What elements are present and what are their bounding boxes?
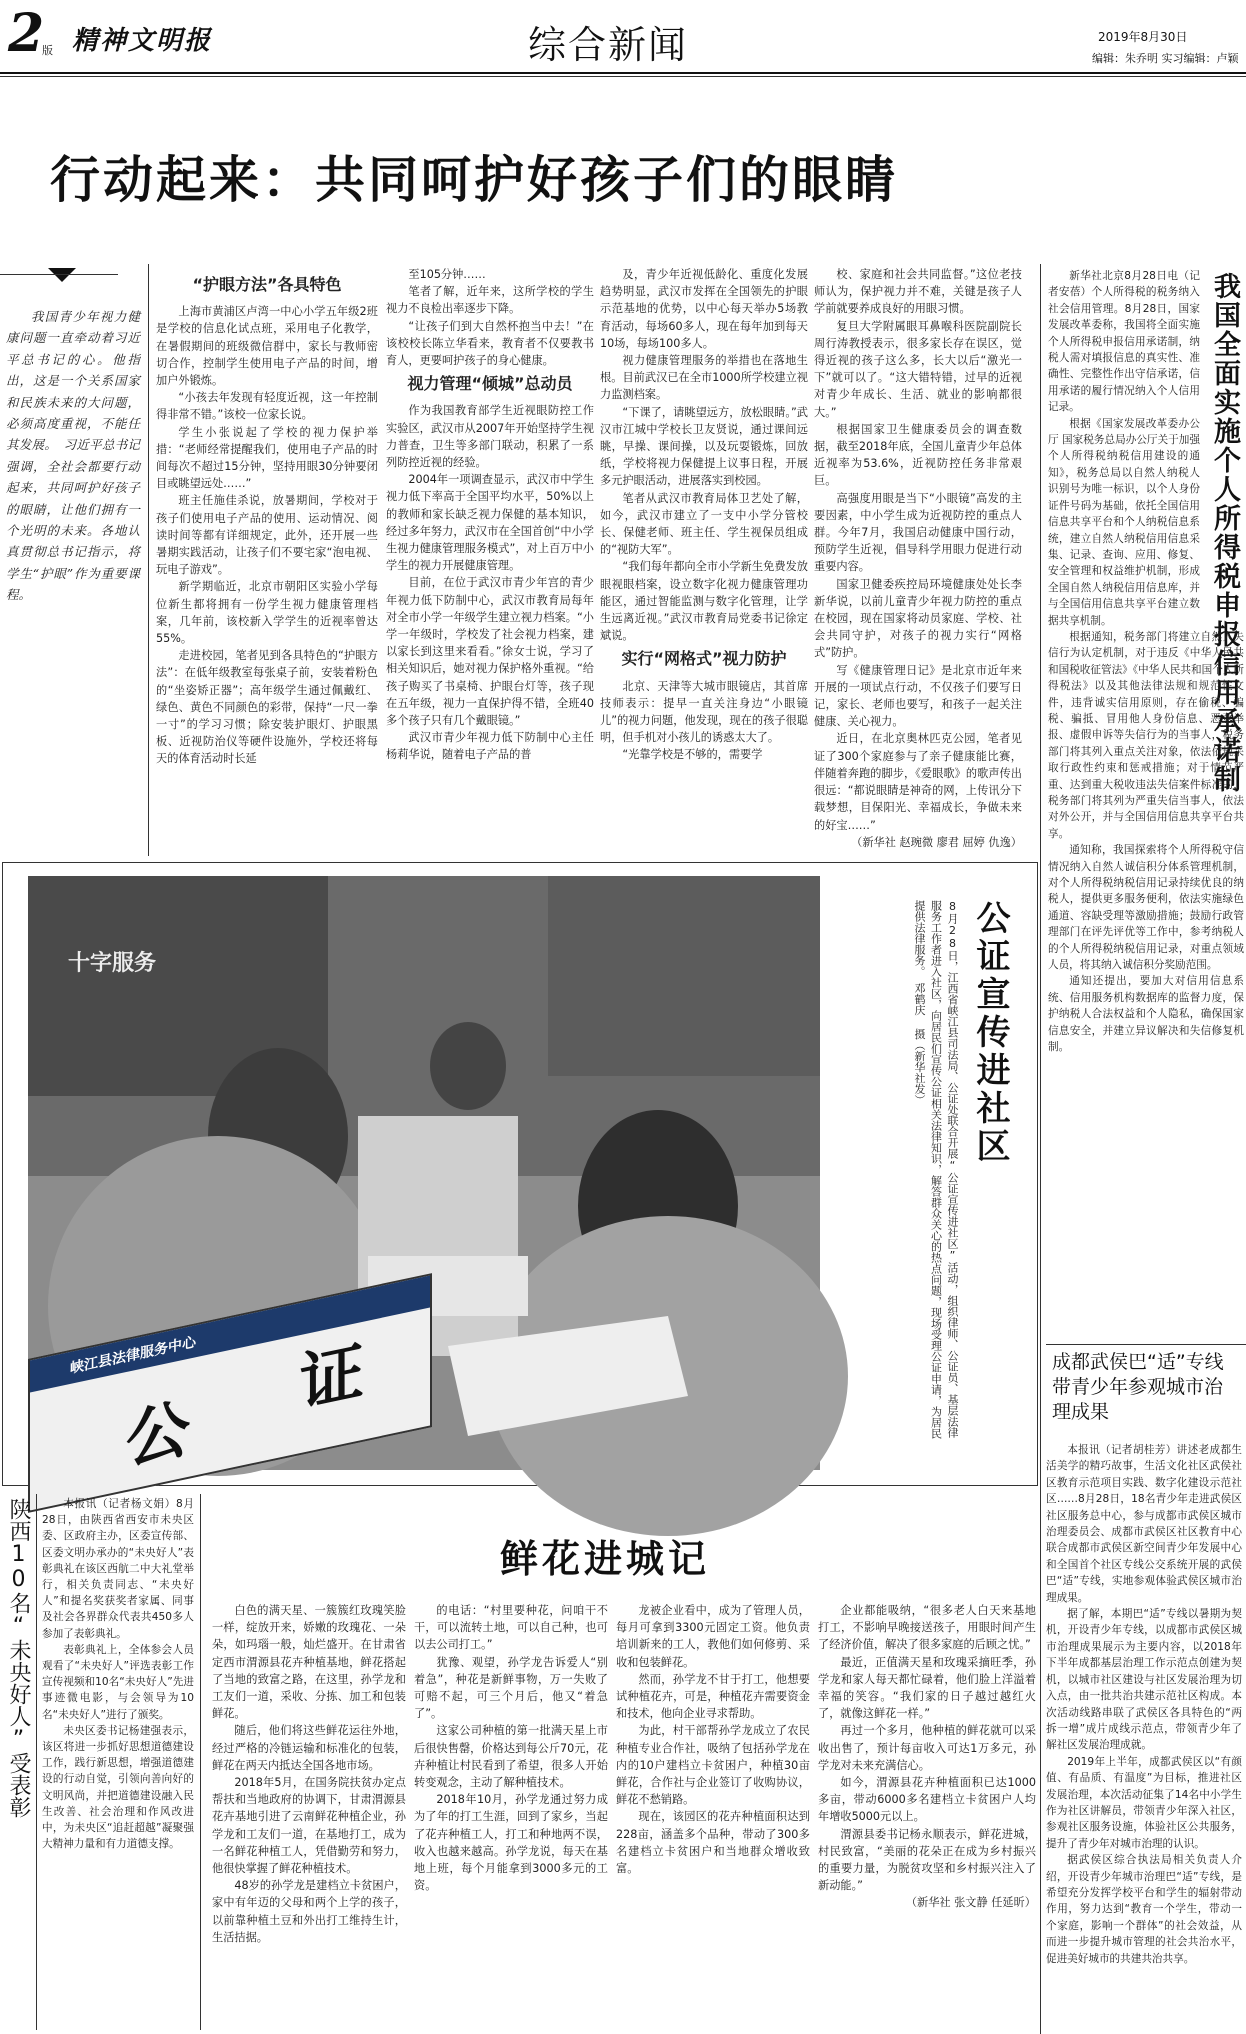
flower-paragraph: 犹豫、观望，孙学龙告诉爱人“别着急”，种花是新鲜事物，万一失败了可赔不起，可三个月后，他又“着急了”。 xyxy=(414,1655,608,1721)
issue-date: 2019年8月30日 xyxy=(1098,30,1188,44)
eye-paragraph: “小孩去年发现有轻度近视，这一年控制得非常不错。”该校一位家长说。 xyxy=(156,391,378,422)
tax-paragraph: 通知称，我国探索将个人所得税守信情况纳入自然人诚信积分体系管理机制，对个人所得税纳税信用记录持续优良的纳税人，提供更多服务便利，依法实施绿色通道、容缺受理等激励措施；鼓励行政管理部门在评先评优等工作中，参考纳税人的个人所得税纳税信用记录，对重点领域人员，将其纳入诚信积分奖励范围。 xyxy=(1048,844,1244,972)
tax-headline: 我国全面实施个人所得税申报信用承诺制 xyxy=(1209,272,1240,794)
tax-paragraph: 新华社北京8月28日电（记者安蓓）个人所得税的税务纳入社会信用管理。8月28日，国家发展改革委称，我国将全面实施个人所得税申报信用承诺制，纳税人需对填报信息的真实性、准确性、完整性作出守信承诺，信用承诺的履行情况纳入个人信用记录。 xyxy=(1048,270,1200,414)
flower-paragraph: 这家公司种植的第一批满天星上市后很快售罄，价格达到每公斤70元，花卉种植让村民看到了希望，很多人开始转变观念，主动了解种植技术。 xyxy=(414,1724,608,1790)
eye-paragraph: 笔者了解，近年来，这所学校的学生视力不良检出率逐步下降。 xyxy=(386,285,594,316)
flower-paragraph: 2018年10月，孙学龙通过努力成为了年的打工生涯，回到了家乡，当起了花卉种植工人，打工和种地两不误，收入也越来越高。孙学龙说，每天在基地上班，每个月能拿到3000多元的工资。 xyxy=(414,1793,608,1893)
eye-paragraph: 复旦大学附属眼耳鼻喉科医院副院长周行涛教授表示，很多家长存在误区，觉得近视的孩子这么多，长大以后“激光一下”就可以了。“这大错特错，过早的近视对青少年成长、生活、就业的影响都很大。” xyxy=(814,319,1022,419)
flower-headline: 鲜花进城记 xyxy=(500,1536,711,1581)
masthead xyxy=(0,0,1246,72)
column-rule xyxy=(1040,264,1041,1344)
flower-paragraph: 最近，正值满天星和玫瑰采摘旺季，孙学龙和家人每天都忙碌着，他们脸上洋溢着幸福的笑容。“我们家的日子越过越红火了，就像这鲜花一样。” xyxy=(818,1655,1036,1721)
eye-byline: （新华社 赵琬微 廖君 屈婷 仇逸） xyxy=(851,835,1022,849)
editors-credit: 编辑：朱乔明 实习编辑：卢颖 xyxy=(1092,52,1239,65)
tax-paragraph: 通知还提出，要加大对信用信息系统、信用服务机构数据库的监督力度，保护纳税人合法权益和个人隐私，确保国家信息安全，并建立异议解决和失信修复机制。 xyxy=(1048,975,1244,1054)
eye-paragraph: 新学期临近，北京市朝阳区实验小学每位新生都将拥有一份学生视力健康管理档案，几年前，该校新入学学生的近视率曾达55%。 xyxy=(156,580,378,646)
eye-paragraph: 走进校园，笔者见到各具特色的“护眼方法”：在低年级教室每张桌子前，安装着粉色的“坐姿矫正器”；高年级学生通过佩戴红、绿色、黄色不同颜色的彩带，保持“一尺一拳一寸”的学习习惯；除安装护眼灯、护眼黑板、近视防治仪等硬件设施外，学校还将每天的体育活动时长延 xyxy=(156,649,378,766)
flower-paragraph: 48岁的孙学龙是建档立卡贫困户，家中有年迈的父母和两个上学的孩子，以前靠种植土豆和外出打工维持生计，生活拮据。 xyxy=(212,1879,406,1944)
flower-paragraph: 然而，孙学龙不甘于打工，他想要试种植花卉，可是，种植花卉需要资金和技术，他向企业寻求帮助。 xyxy=(616,1672,810,1721)
notary-headline: 公证宣传进社区 xyxy=(970,900,1010,1166)
shaanxi-paragraph: 未央区委书记杨建强表示，该区将进一步抓好思想道德建设工作，践行新思想，增强道德建设的行动自觉，引领向善向好的文明风尚，并把道德建设融入民生改善、社会治理和作风改进中，为未央区“追赶超越”凝聚强大精神力量和有力道德支撑。 xyxy=(42,1724,194,1851)
column-rule xyxy=(148,264,149,856)
eye-subhead-2: 视力管理“倾城”总动员 xyxy=(407,374,573,394)
eye-paragraph: 视力健康管理服务的举措也在落地生根。目前武汉已在全市1000所学校建立视力监测档案。 xyxy=(600,354,808,402)
eye-paragraph: 笔者从武汉市教育局体卫艺处了解，如今，武汉市建立了一支中小学分管校长、保健老师、班主任、学生视保员组成的“视防大军”。 xyxy=(600,491,808,557)
eye-paragraph: 及，青少年近视低龄化、重度化发展趋势明显，武汉市发挥在全国领先的护眼示范基地的优势，以中心每天举办5场教育活动，每场60多人，现在每年加到每天10场，每场100多人。 xyxy=(600,268,808,350)
shaanxi-paragraph: 表彰典礼上，全体参会人员观看了“未央好人”评选表彰工作宣传视频和10名“未央好人”先进事迹微电影，与会领导为10名“未央好人”进行了颁奖。 xyxy=(42,1643,194,1721)
notary-sign-small-text: 峡江县法律服务中心 xyxy=(70,1334,196,1378)
chengdu-paragraph: 本报讯（记者胡桂芳）讲述老成都生活美学的精巧故事，生活文化社区武侯社区教育示范项目实践、数字化建设示范社区……8月28日，18名青少年走进武侯区社区服务总中心，参与成都市武侯区城市治理委员会、成都市武侯区社区教育中心联合成都市武侯区新空间青少年发展中心和全国首个社区专线公交系统开展的武侯巴“适”专线，实地参观体验武侯区城市治理成果。 xyxy=(1046,1444,1242,1604)
tax-paragraph: 根据《国家发展改革委办公厅 国家税务总局办公厅关于加强个人所得税纳税信用建设的通知》，税务总局以自然人纳税人识别号为唯一标识，以个人身份证件号码为基础，依托全国信用信息共享平台和个人纳税信息系统，建立自然人纳税信用信息采集、记录、查询、应用、修复、安全管理和权益维护机制，形成全国自然人纳税信用信息库，并与全国信用信息共享平台建立数据共享机制。 xyxy=(1048,417,1200,627)
shaanxi-headline: 陕西10名“未央好人”受表彰 xyxy=(6,1498,31,1818)
flower-paragraph: 企业都能吸纳，“很多老人白天来基地打工，不影响早晚接送孩子，用眼时间产生了经济价值，解决了很多家庭的后顾之忧。” xyxy=(818,1604,1036,1652)
eye-paragraph: “光靠学校是不够的，需要学 xyxy=(622,748,763,762)
masthead-rule xyxy=(0,72,1246,74)
eye-paragraph: 至105分钟…… xyxy=(408,268,486,281)
eye-column-3 xyxy=(600,266,808,856)
editorial-text: 我国青少年视力健康问题一直牵动着习近平总书记的心。他指出，这是一个关系国家和民族未来的大问题，必须高度重视，不能任其发展。 习近平总书记强调，全社会都要行动起来，共同呵护好孩子的眼睛，让他们拥有一个光明的未来。各地认真贯彻总书记指示，将学生“护眼”作为重要课程。 xyxy=(6,309,140,603)
flower-paragraph: 为此，村干部帮孙学龙成立了农民种植专业合作社，吸纳了包括孙学龙在内的10户建档立卡贫困户，种植30亩鲜花，合作社与企业签订了收购协议，鲜花不愁销路。 xyxy=(616,1724,810,1807)
page-number: 2 xyxy=(8,3,45,64)
eye-paragraph: 写《健康管理日记》是北京市近年来开展的一项试点行动，不仅孩子们要写日记，家长、老师也要写，和孩子一起关注健康、关心视力。 xyxy=(814,663,1022,729)
notary-sign-char-2: 证 xyxy=(300,1333,364,1423)
chengdu-paragraph: 2019年上半年，成都武侯区以“有颜值、有品质、有温度”为目标，推进社区发展治理，本次活动征集了14名中小学生作为社区讲解员，带领青少年深入社区，参观社区服务设施，体验社区公共服务，提升了青少年对城市治理的认识。 xyxy=(1046,1755,1242,1850)
eye-paragraph: “我们每年都向全市小学新生免费发放眼视眼档案，设立数字化视力健康管理功能区，通过智能监测与数字化管理，让学生远离近视。”武汉市教育局党委书记徐定斌说。 xyxy=(600,560,808,643)
masthead-rule-thin xyxy=(0,76,1246,77)
notary-caption: 8月28日，江西省峡江县司法局、公证处联合开展“公证宣传进社区”活动，组织律师、公证员、基层法律服务工作者进入社区，向居民们宣传公证相关法律知识，解答群众关心的热点问题，现场受理公证申请，为居民提供法律服务。 邓鹤庆 摄（新华社发） xyxy=(913,900,959,1439)
eye-paragraph: 高强度用眼是当下“小眼镜”高发的主要因素，中小学生成为近视防控的重点人群。今年7月，我国启动健康中国行动，预防学生近视，倡导科学用眼力促进行动重要内容。 xyxy=(814,491,1022,574)
eye-column-1 xyxy=(156,270,378,855)
flower-paragraph: 随后，他们将这些鲜花运往外地，经过严格的冷链运输和标准化的包装，鲜花在两天内抵达全国各地市场。 xyxy=(212,1724,406,1772)
eye-paragraph: “下课了，请眺望远方，放松眼睛。”武汉市江城中学校长卫友贤说，通过课间远眺，早操、课间操，以及玩耍锻炼，回放纸，学校将视力保健提上议事日程，开展多元护眼活动，进展落实到校园。 xyxy=(600,405,808,488)
eye-paragraph: 北京、天津等大城市眼镜店，其首席技师表示：提早一直关注身边“小眼镜儿”的视力问题，他发现，现在的孩子很聪明，但手机对小孩儿的诱惑太大了。 xyxy=(600,679,808,745)
eye-paragraph: 班主任施佳杀说，放暑期间，学校对于孩子们使用电子产品的使用、运动情况、阅读时间等都有详细规定，此外，还开展一些暑期实践活动，让孩子们不要宅家“泡电视、玩电子游戏”。 xyxy=(156,494,378,577)
eye-paragraph: 根据国家卫生健康委员会的调查数据，截至2018年底，全国儿童青少年总体近视率为53.6%，近视防控任务非常艰巨。 xyxy=(814,422,1022,488)
paper-name: 精神文明报 xyxy=(72,26,213,56)
eye-paragraph: 2004年一项调查显示，武汉市中学生视力低下率高于全国平均水平，50%以上的教师和家长缺乏视力保健的基本知识，经过多年努力，武汉市在全国首创“中小学生视力健康管理服务模式”，对上百万中小学生的视力开展健康管理。 xyxy=(386,473,594,573)
eye-paragraph: 上海市黄浦区卢湾一中心小学五年级2班是学校的信息化试点班，采用电子化教学，在暑假期间的班级微信群中，家长与教师密切合作，控制学生使用电子产品的时间，增加户外锻炼。 xyxy=(156,305,378,388)
flower-paragraph: 如今，渭源县花卉种植面积已达1000多亩，带动6000多名建档立卡贫困户人均年增收5000元以上。 xyxy=(818,1776,1036,1824)
editorial-top-rule xyxy=(0,274,118,275)
eye-column-4 xyxy=(814,266,1022,856)
eye-paragraph: 学生小张说起了学校的视力保护举措：“老师经常提醒我们，使用电子产品的时间每次不超过15分钟，坚持用眼30分钟要闭目或眺望远处……” xyxy=(156,425,378,491)
column-rule xyxy=(200,1494,201,2030)
flower-paragraph: 2018年5月，在国务院扶贫办定点帮扶和当地政府的协调下，甘肃渭源县花卉基地引进了云南鲜花种植企业，孙学龙和工友们一道，在基地打工，成为一名鲜花种植工人，凭借勤劳和努力，他很快掌握了鲜花种植技术。 xyxy=(212,1776,406,1876)
chengdu-paragraph: 据了解，本期巴“适”专线以暑期为契机，开设青少年专线，以成都市武侯区城市治理成果展示为主要内容，以2018年下半年成都基层治理工作示范点创建为契机，以城市社区建设与社区发展治理为切入点，由一批共治共建示范社区构成。本次活动线路串联了武侯区各具特色的“两拆一增”成片成线示范点，带领青少年了解社区发展治理成就。 xyxy=(1046,1608,1242,1752)
main-headline: 行动起来：共同呵护好孩子们的眼睛 xyxy=(50,150,898,209)
notary-photo xyxy=(28,876,820,1480)
editorial-triangle xyxy=(48,268,76,282)
eye-column-2 xyxy=(386,266,594,856)
flower-column-4 xyxy=(818,1602,1036,2030)
eye-paragraph: 校、家庭和社会共同监督。”这位老技师认为，保护视力并不难，关键是孩子人学前就要养成良好的用眼习惯。 xyxy=(814,268,1022,316)
flower-paragraph: 的电话：“村里要种花，问咱干不干，可以流转土地，可以自己种，也可以去公司打工。” xyxy=(414,1604,608,1652)
chengdu-paragraph: 据武侯区综合执法局相关负责人介绍，开设青少年城市治理巴“适”专线，是希望充分发挥学校平台和学生的辐射带动作用，努力达到“教育一个学生，带动一个家庭，影响一个群体”的社会效益，从而进一步提升城市管理的社会共治水平，促进美好城市的共建共治共享。 xyxy=(1046,1854,1242,1965)
column-rule xyxy=(1040,1344,1041,2034)
flower-column-3 xyxy=(616,1602,810,2030)
eye-paragraph: 近日，在北京奥林匹克公园，笔者见证了300个家庭参与了亲子健康能比赛，伴随着奔跑的脚步，《爱眼歌》的歌声传出很远：“都说眼睛是神奇的网，上传讯分下载梦想，目保阳光、幸福成长，争做未来的好宝……” xyxy=(814,732,1022,832)
chengdu-headline: 成都武侯巴“适”专线带青少年参观城市治理成果 xyxy=(1052,1351,1224,1423)
flower-column-1 xyxy=(212,1602,406,2030)
column-rule xyxy=(36,1494,37,2030)
flower-paragraph: 现在，该园区的花卉种植面积达到228亩，涵盖多个品种，带动了300多名建档立卡贫困户和当地群众增收致富。 xyxy=(616,1810,810,1876)
flower-paragraph: 再过一个多月，他种植的鲜花就可以采收出售了，预计每亩收入可达1万多元，孙学龙对未来充满信心。 xyxy=(818,1724,1036,1772)
chengdu-top-rule xyxy=(1046,1344,1246,1345)
flower-byline: （新华社 张文静 任延昕） xyxy=(905,1896,1036,1910)
section-title: 综合新闻 xyxy=(528,23,689,67)
eye-subhead-3: 实行“网格式”视力防护 xyxy=(621,649,787,669)
eye-paragraph: 国家卫健委疾控局环境健康处处长李新华说，以前儿童青少年视力防控的重点在校园，现在国家将动员家庭、学校、社会共同守护，对孩子的视力实行“网格式”防护。 xyxy=(814,577,1022,660)
flower-paragraph: 渭源县委书记杨永顺表示，鲜花进城，村民致富，“美丽的花朵正在成为乡村振兴的重要力量，为脱贫攻坚和乡村振兴注入了新动能。” xyxy=(818,1827,1036,1893)
eye-paragraph: “让孩子们到大自然杯抱当中去！”在该校校长陈立华看来，教育者不仅要教书育人，更要呵护孩子的身心健康。 xyxy=(386,319,594,368)
notary-sign-char-1: 公 xyxy=(126,1390,190,1480)
eye-paragraph: 武汉市青少年视力低下防制中心主任杨莉华说，随着电子产品的普 xyxy=(386,731,594,762)
eye-paragraph: 目前，在位于武汉市青少年宫的青少年视力低下防制中心，武汉市教育局每年对全市小学一年级学生建立视力档案。“小学一年级时，学校发了社会视力档案，建以家长到这里来看看。”徐女士说，学习了相关知识后，她对视力保护格外重视。“给孩子购买了书桌椅、护眼台灯等，孩子现在五年级，视力一直保护得不错，全班40多个孩子只有几个戴眼镜。” xyxy=(386,576,594,728)
flower-column-2 xyxy=(414,1602,608,2030)
eye-subhead-1: “护眼方法”各具特色 xyxy=(192,275,342,294)
shaanxi-column xyxy=(42,1496,194,2030)
flower-paragraph: 白色的满天星、一簇簇红玫瑰笑脸一样，绽放开来，娇嫩的玫瑰花、一朵朵，如玛瑙一般，灿烂盛开。在甘肃省定西市渭源县花卉种植基地，鲜花搭起了当地的致富之路，在这里，孙学龙和工友们一道，采收、分拣、加工和包装鲜花。 xyxy=(212,1604,406,1721)
flower-paragraph: 龙被企业看中，成为了管理人员，每月可拿到3300元固定工资。他负责培训新来的工人，教他们如何修剪、采收和包装鲜花。 xyxy=(616,1604,810,1669)
shaanxi-paragraph: 本报讯（记者杨文娟）8月28日，由陕西省西安市未央区委、区政府主办，区委宣传部、区委文明办承办的“未央好人”表彰典礼在该区西航二中大礼堂举行，相关负责同志、“未央好人”和提名奖获奖者家属、同事及社会各界群众代表共450多人参加了表彰典礼。 xyxy=(42,1498,194,1640)
page-label: 版 xyxy=(42,44,53,57)
eye-paragraph: 作为我国教育部学生近视眼防控工作实验区，武汉市从2007年开始坚持学生视力普查，卫生等多部门联动，积累了一系列防控近视的经验。 xyxy=(386,404,594,470)
editorial-column xyxy=(6,306,140,706)
tax-paragraph: 根据通知，税务部门将建立自然人失信行为认定机制，对于违反《中华人民共和国税收征管法》《中华人民共和国个人所得税法》以及其他法律法规和规范性文件，违背诚实信用原则，存在偷税、骗税、骗抵、冒用他人身份信息、恶意举报、虚假申诉等失信行为的当事人，税务部门将其列入重点关注对象，依法依规采取行政性约束和惩戒措施；对于情节严重、达到重大税收违法失信案件标准的，税务部门将其列为严重失信当事人，依法对外公开，并与全国信用信息共享平台共享。 xyxy=(1048,630,1244,840)
shirt-text: 十字服务 xyxy=(68,951,157,976)
chengdu-column xyxy=(1046,1442,1242,2030)
